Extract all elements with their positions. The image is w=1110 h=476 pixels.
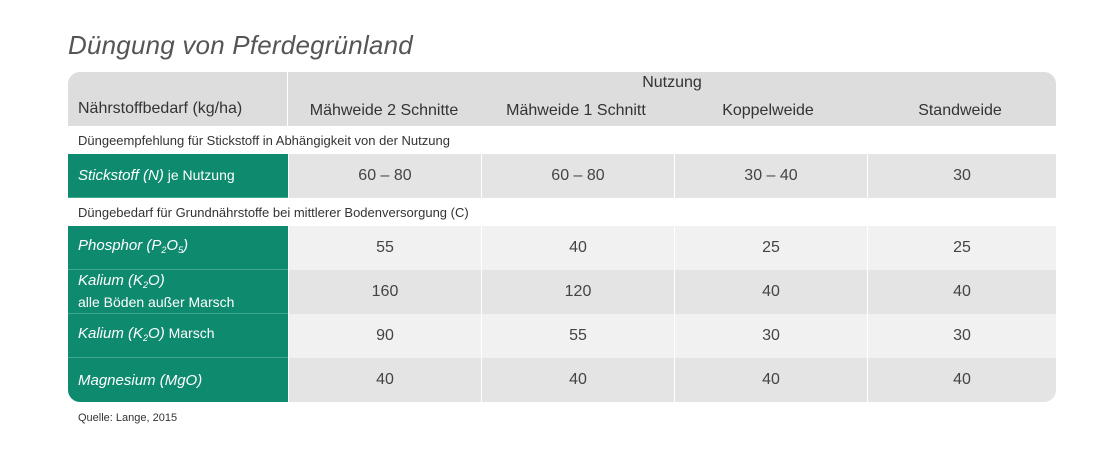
row-label-suffix: je Nutzung (163, 167, 235, 183)
table-cell: 40 (674, 270, 867, 314)
page-title: Düngung von Pferdegrünland (68, 30, 413, 60)
header-columns (288, 72, 1056, 126)
row-label (68, 314, 288, 358)
table-cell: 40 (867, 358, 1056, 402)
row-label-nutrient: Kalium $(K_2O)$ (78, 324, 165, 343)
row-label-line2: alle Böden außer Marsch (78, 294, 235, 310)
table-cell: 55 (288, 226, 481, 270)
row-label (68, 226, 288, 270)
table-row (68, 270, 1056, 314)
row-label-nutrient: Kalium $(K_2O)$ (78, 272, 165, 290)
table-cell: 30 (674, 314, 867, 358)
source-note: Quelle: Lange, 2015 (78, 412, 178, 424)
row-label-nutrient: Magnesium (MgO) (78, 371, 203, 389)
row-label-suffix: Marsch (164, 324, 215, 341)
table-row (68, 154, 1056, 198)
table-cell: 30 – 40 (674, 154, 867, 198)
nutrient-table (68, 72, 1056, 402)
section-title: Düngeempfehlung für Stickstoff in Abhängigkeit von der Nutzung (68, 126, 1056, 154)
column-header: Mähweide 2 Schnitte (309, 102, 459, 119)
column-header: Koppelweide (722, 102, 814, 119)
section-title: Düngebedarf für Grundnährstoffe bei mittlerer Bodenversorgung (C) (68, 198, 1056, 226)
table-row (68, 358, 1056, 402)
table-row (68, 314, 1056, 358)
table-cell: 25 (674, 226, 867, 270)
table-cell: 40 (288, 358, 481, 402)
row-label (68, 154, 288, 198)
table-row (68, 226, 1056, 270)
header-group-nutzung: Nutzung (642, 74, 702, 91)
row-label (68, 270, 288, 314)
table-cell: 55 (481, 314, 674, 358)
table-cell: 60 – 80 (481, 154, 674, 198)
table-cell: 30 (867, 314, 1056, 358)
table-cell: 40 (674, 358, 867, 402)
table-cell: 40 (481, 358, 674, 402)
header-row-label: Nährstoffbedarf (kg/ha) (68, 72, 288, 126)
table-header (68, 72, 1056, 126)
column-header: Mähweide 1 Schnitt (506, 102, 646, 119)
table-cell: 120 (481, 270, 674, 314)
row-label-nutrient: Phosphor $(P_2O_5)$ (78, 236, 189, 255)
table-cell: 25 (867, 226, 1056, 270)
row-label-nutrient: Stickstoff (N) (78, 167, 164, 184)
table-cell: 30 (867, 154, 1056, 198)
table-cell: 90 (288, 314, 481, 358)
table-cell: 40 (867, 270, 1056, 314)
table-cell: 40 (481, 226, 674, 270)
row-label (68, 358, 288, 402)
table-cell: 160 (288, 270, 481, 314)
column-header: Standweide (918, 102, 1002, 119)
table-cell: 60 – 80 (288, 154, 481, 198)
